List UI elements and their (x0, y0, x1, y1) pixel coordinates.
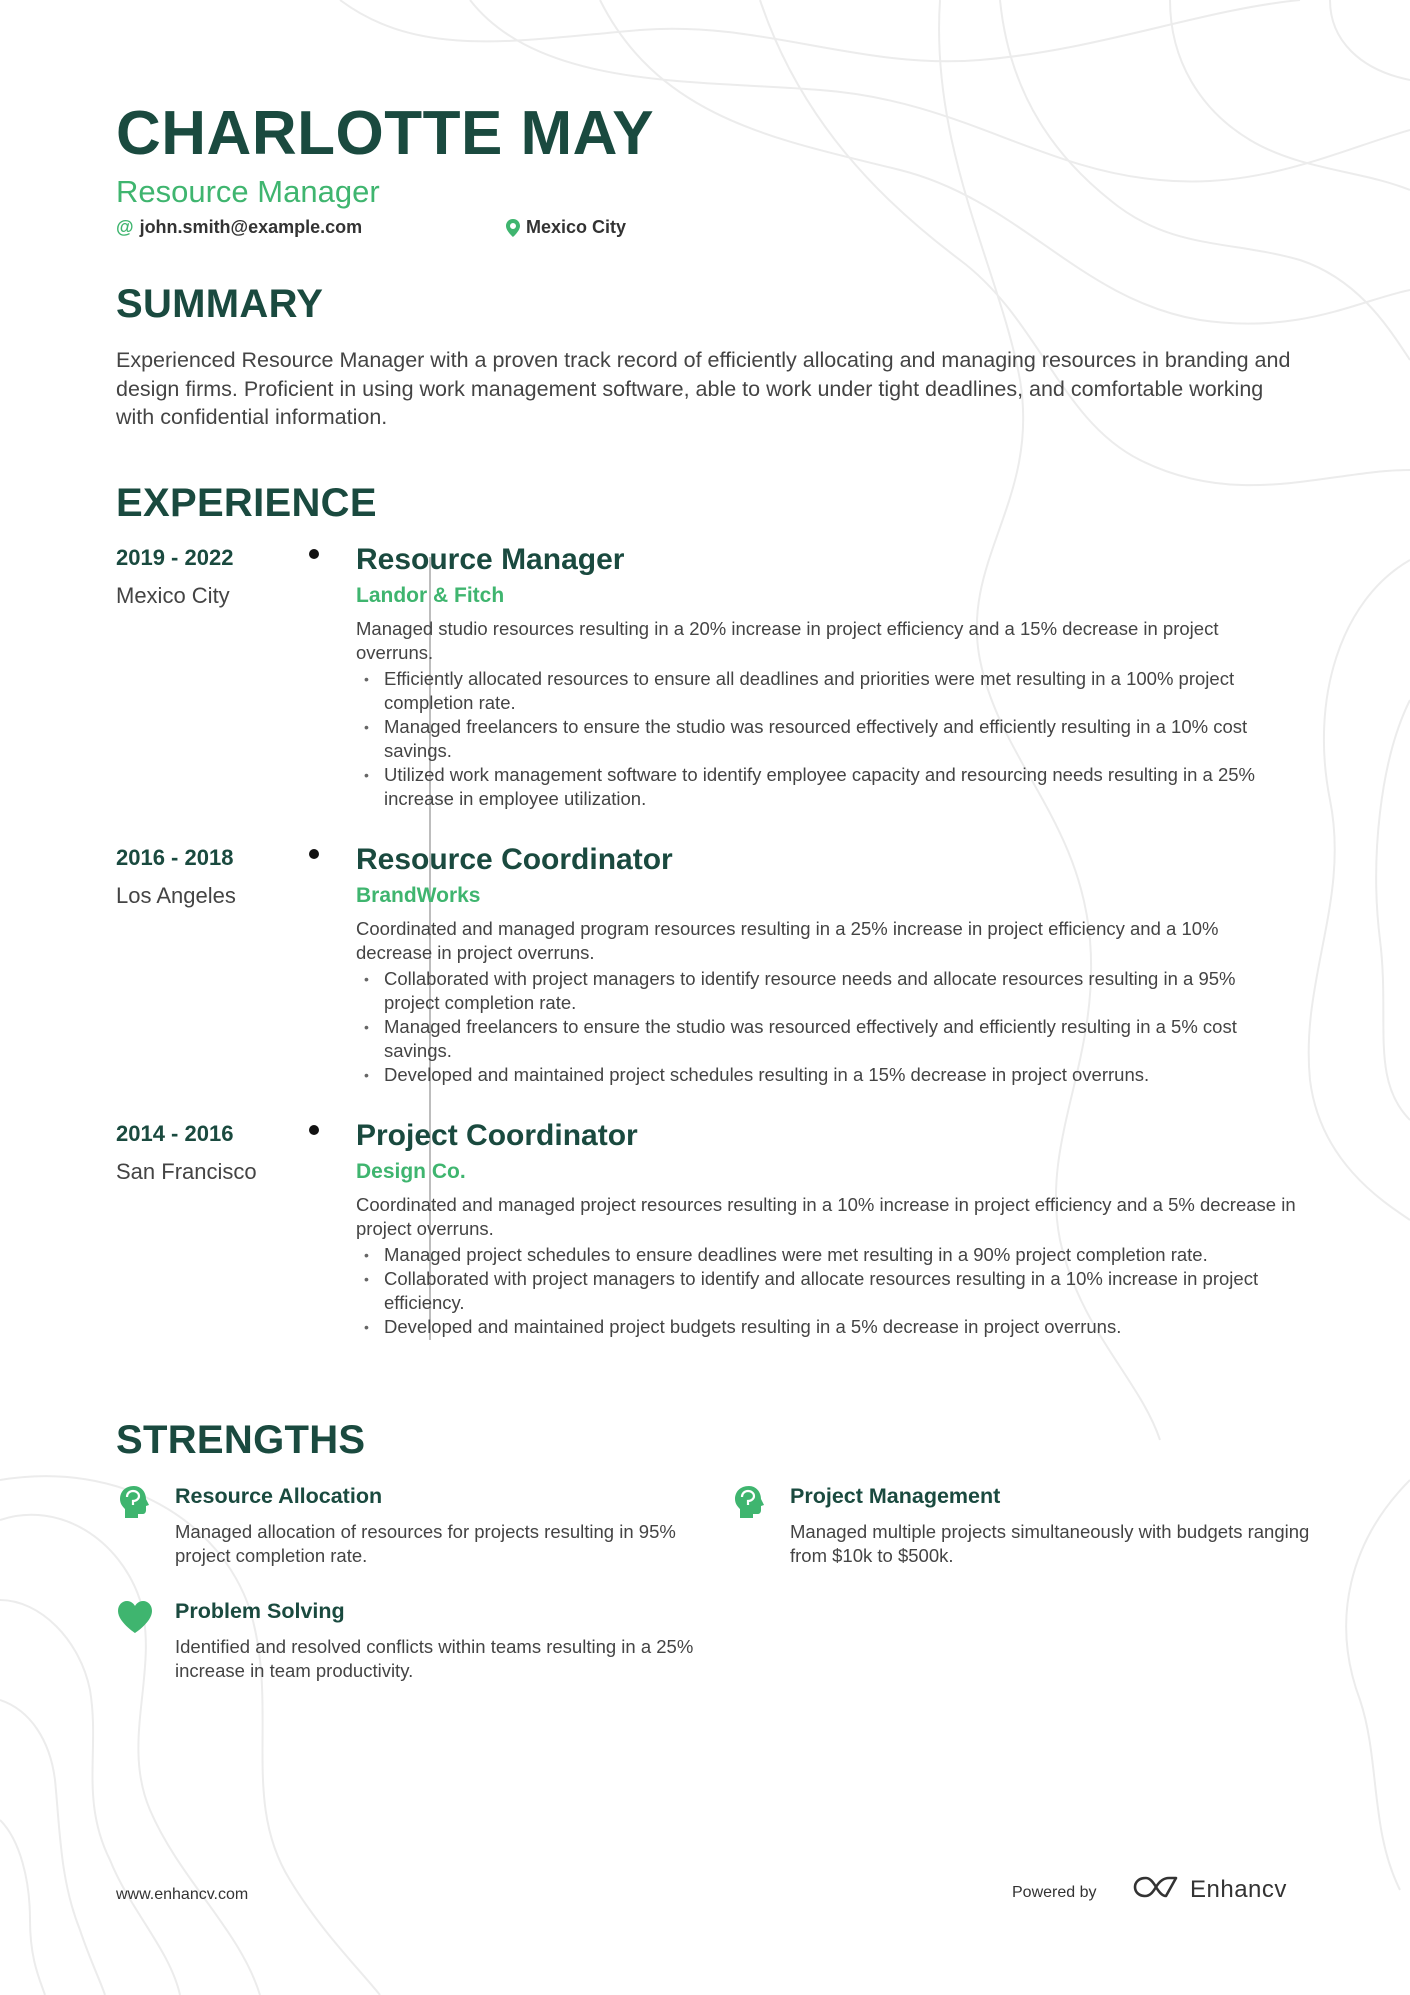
candidate-role: Resource Manager (116, 174, 380, 209)
strengths-heading: STRENGTHS (116, 1418, 366, 1462)
job-bullet: • Utilized work management software to identify employee capacity and resourcing needs resulting in a 25% increase in employee utilization. (384, 763, 1294, 811)
timeline-dot (309, 549, 319, 559)
job-bullet: • Managed freelancers to ensure the studio was resourced effectively and efficiently resulting in a 10% cost savings. (384, 715, 1294, 763)
job-description: Coordinated and managed program resources resulting in a 25% increase in project efficiency and a 10% decrease in project overruns. (356, 918, 1219, 963)
job-description: Managed studio resources resulting in a 20% increase in project efficiency and a 15% decrease in project overruns. (356, 618, 1219, 663)
strength-title: Resource Allocation (175, 1484, 383, 1508)
experience-location: Mexico City (116, 583, 230, 608)
timeline-dot (309, 849, 319, 859)
location-text: Mexico City (526, 217, 627, 237)
job-title: Project Coordinator (356, 1119, 638, 1152)
company-name: Design Co. (356, 1160, 466, 1183)
head-brain-icon (116, 1484, 154, 1522)
job-bullet: • Efficiently allocated resources to ensure all deadlines and priorities were met resulting in a 100% project completion rate. (384, 667, 1294, 715)
job-title: Resource Manager (356, 543, 625, 576)
email-item[interactable] (116, 217, 362, 238)
head-brain-icon (731, 1484, 769, 1522)
job-bullet: • Collaborated with project managers to identify and allocate resources resulting in a 10% increase in project efficiency. (384, 1267, 1294, 1315)
footer-website-link[interactable]: www.enhancv.com (116, 1886, 249, 1903)
job-bullets (356, 1243, 1294, 1339)
company-name: Landor & Fitch (356, 584, 505, 607)
job-bullet: • Managed freelancers to ensure the studio was resourced effectively and efficiently resulting in a 5% cost savings. (384, 1015, 1294, 1063)
powered-by-label: Powered by (1012, 1884, 1097, 1901)
job-bullet: • Collaborated with project managers to identify resource needs and allocate resources resulting in a 95% project completion rate. (384, 967, 1294, 1015)
resume-page (116, 0, 1310, 1995)
email-text: john.smith@example.com (139, 217, 363, 237)
timeline-dot (309, 1125, 319, 1135)
job-bullet: • Developed and maintained project budgets resulting in a 5% decrease in project overruns. (384, 1315, 1294, 1339)
experience-dates: 2019 - 2022 (116, 545, 234, 570)
experience-location: Los Angeles (116, 883, 236, 908)
brand-name: Enhancv (1190, 1875, 1287, 1903)
at-sign-icon: @ (116, 217, 134, 237)
enhancv-logo-icon (1132, 1874, 1180, 1905)
summary-text: Experienced Resource Manager with a proven track record of efficiently allocating and managing resources in branding and design firms. Proficient in using work management software, able to work under tight deadlines, and comfortable working with confidential information. (116, 348, 1291, 429)
experience-dates: 2016 - 2018 (116, 845, 234, 870)
heart-icon (116, 1599, 154, 1637)
job-description: Coordinated and managed project resources resulting in a 10% increase in project efficiency and a 5% decrease in project overruns. (356, 1194, 1296, 1239)
strength-title: Problem Solving (175, 1599, 345, 1623)
job-bullet: • Managed project schedules to ensure deadlines were met resulting in a 90% project completion rate. (384, 1243, 1294, 1267)
location-item (506, 217, 626, 238)
summary-heading: SUMMARY (116, 282, 324, 326)
enhancv-brand[interactable] (1132, 1874, 1287, 1905)
strength-description: Managed allocation of resources for projects resulting in 95% project completion rate. (175, 1521, 676, 1566)
strength-title: Project Management (790, 1484, 1001, 1508)
map-pin-icon (506, 219, 520, 237)
company-name: BrandWorks (356, 884, 481, 907)
job-bullets (356, 667, 1294, 811)
job-bullets (356, 967, 1294, 1087)
experience-location: San Francisco (116, 1159, 257, 1184)
candidate-name: CHARLOTTE MAY (116, 99, 655, 168)
job-bullet: • Developed and maintained project schedules resulting in a 15% decrease in project overruns. (384, 1063, 1294, 1087)
experience-dates: 2014 - 2016 (116, 1121, 234, 1146)
strength-description: Managed multiple projects simultaneously with budgets ranging from $10k to $500k. (790, 1521, 1310, 1566)
experience-heading: EXPERIENCE (116, 481, 377, 525)
job-title: Resource Coordinator (356, 843, 673, 876)
strength-description: Identified and resolved conflicts within teams resulting in a 25% increase in team productivity. (175, 1636, 694, 1681)
